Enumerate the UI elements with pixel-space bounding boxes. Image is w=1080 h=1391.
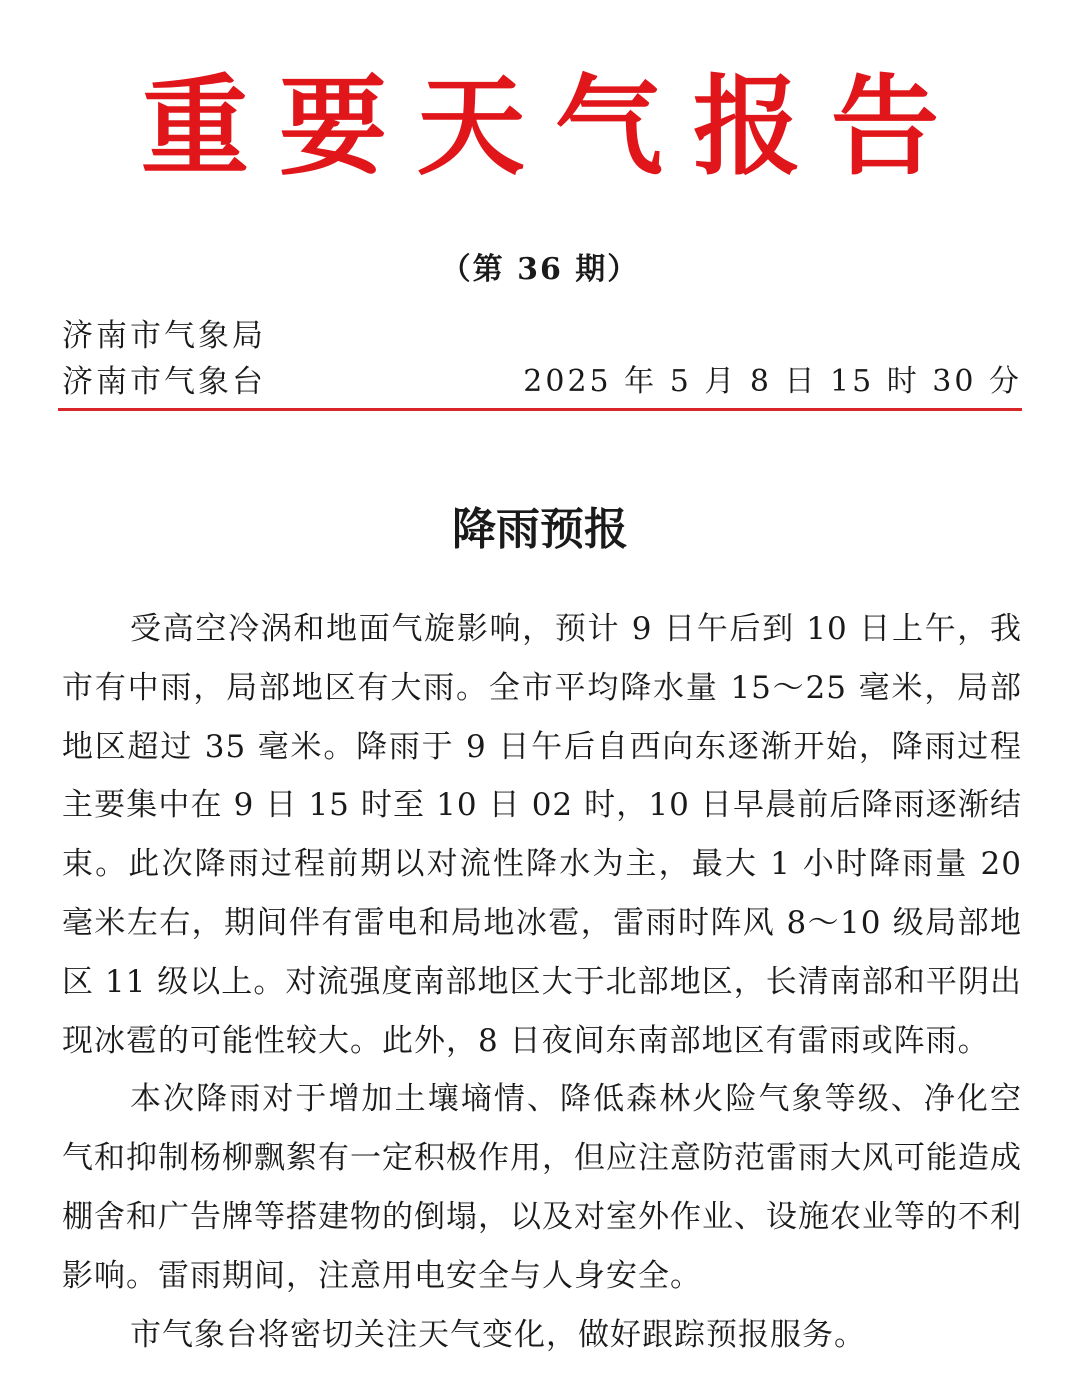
document-body (62, 600, 1022, 1364)
report-masthead: 重要天气报告 (140, 64, 969, 190)
issue-number: （第 36 期） (440, 252, 640, 287)
issuer-observatory: 济南市气象台 (62, 364, 266, 400)
header-divider (58, 408, 1022, 411)
issuer-bureau: 济南市气象局 (62, 318, 266, 354)
paragraph-impact: 本次降雨对于增加土壤墒情、降低森林火险气象等级、净化空气和抑制杨柳飘絮有一定积极作用，但应注意防范雷雨大风可能造成棚舍和广告牌等搭建物的倒塌，以及对室外作业、设施农业等的不利影响。雷雨期间，注意用电安全与人身安全。 (62, 1081, 1022, 1294)
paragraph-forecast: 受高空冷涡和地面气旋影响，预计 9 日午后到 10 日上午，我市有中雨，局部地区有大雨。全市平均降水量 15～25 毫米，局部地区超过 35 毫米。降雨于 9 日午后自西向东逐渐开始，降雨过程主要集中在 9 日 15 时至 10 日 02 时，10 日早晨前后降雨逐渐结束。此次降雨过程前期以对流性降水为主，最大 1 小时降雨量 20 毫米左右，期间伴有雷电和局地冰雹，雷雨时阵风 8～10 级局部地区 11 级以上。对流强度南部地区大于北部地区，长清南部和平阴出现冰雹的可能性较大。此外，8 日夜间东南部地区有雷雨或阵雨。 (62, 611, 1022, 1059)
issue-datetime: 2025 年 5 月 8 日 15 时 30 分 (523, 364, 1022, 399)
paragraph-followup: 市气象台将密切关注天气变化，做好跟踪预报服务。 (130, 1316, 866, 1353)
document-title: 降雨预报 (452, 504, 628, 555)
